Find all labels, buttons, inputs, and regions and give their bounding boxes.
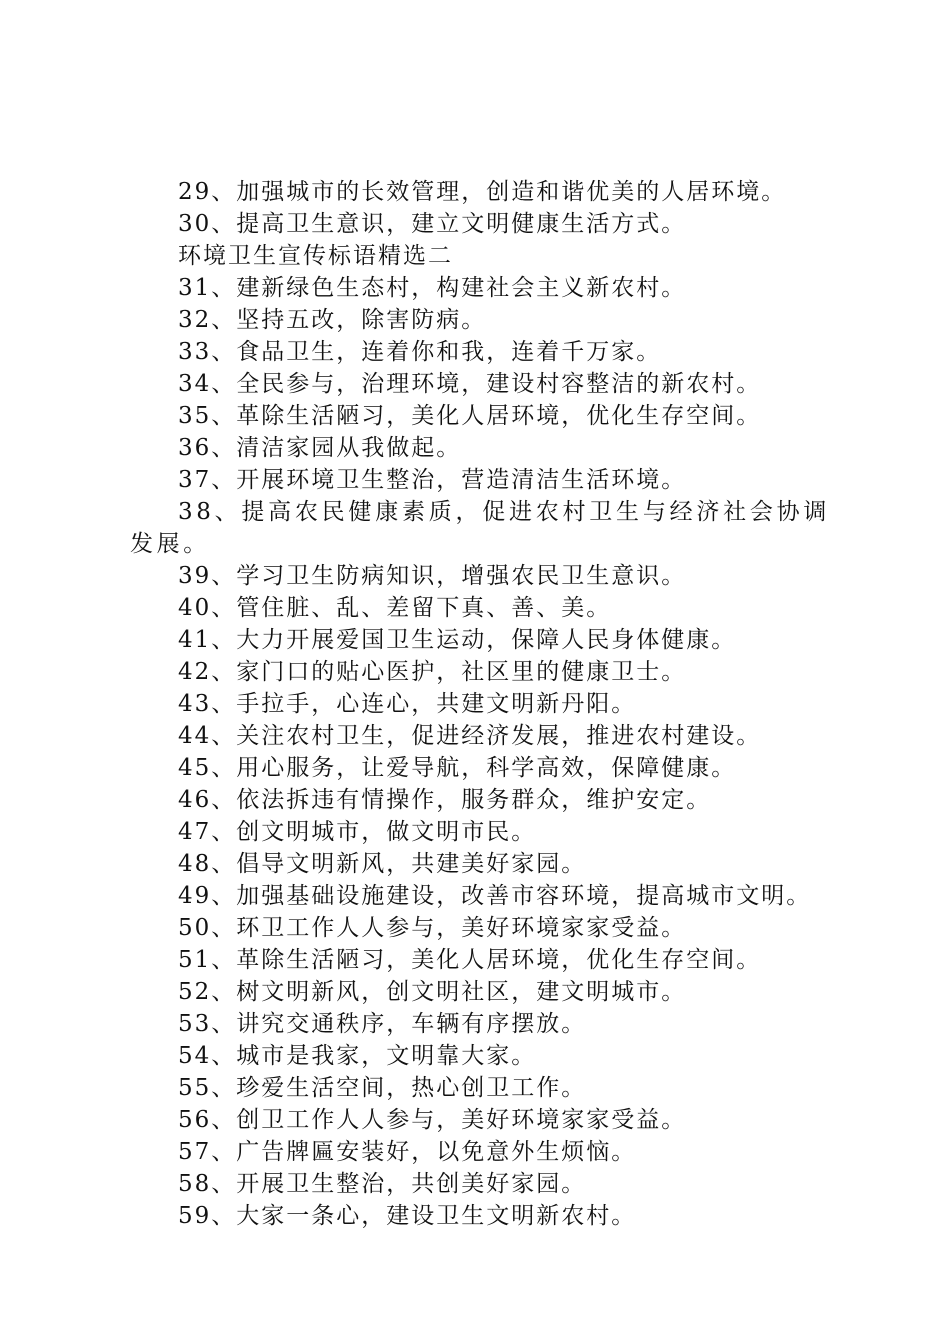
slogan-43: 43、手拉手，心连心，共建文明新丹阳。 <box>178 691 637 717</box>
slogan-49: 49、加强基础设施建设，改善市容环境，提高城市文明。 <box>178 883 812 909</box>
slogan-37: 37、开展环境卫生整治，营造清洁生活环境。 <box>178 467 687 493</box>
document-body <box>130 176 830 1232</box>
slogan-44: 44、关注农村卫生，促进经济发展，推进农村建设。 <box>178 723 762 749</box>
slogan-40: 40、管住脏、乱、差留下真、善、美。 <box>178 595 612 621</box>
slogan-30: 30、提高卫生意识，建立文明健康生活方式。 <box>178 211 687 237</box>
slogan-48: 48、倡导文明新风，共建美好家园。 <box>178 851 587 877</box>
slogan-47: 47、创文明城市，做文明市民。 <box>178 819 537 845</box>
slogan-57: 57、广告牌匾安装好，以免意外生烦恼。 <box>178 1139 637 1165</box>
slogan-32: 32、坚持五改，除害防病。 <box>178 307 487 333</box>
slogan-50: 50、环卫工作人人参与，美好环境家家受益。 <box>178 915 687 941</box>
slogan-33: 33、食品卫生，连着你和我，连着千万家。 <box>178 339 662 365</box>
slogan-31: 31、建新绿色生态村，构建社会主义新农村。 <box>178 275 687 301</box>
slogan-36: 36、清洁家园从我做起。 <box>178 435 462 461</box>
slogan-55: 55、珍爱生活空间，热心创卫工作。 <box>178 1075 587 1101</box>
slogan-52: 52、树文明新风，创文明社区，建文明城市。 <box>178 979 687 1005</box>
slogan-45: 45、用心服务，让爱导航，科学高效，保障健康。 <box>178 755 737 781</box>
slogan-29: 29、加强城市的长效管理，创造和谐优美的人居环境。 <box>178 179 787 205</box>
slogan-42: 42、家门口的贴心医护，社区里的健康卫士。 <box>178 659 687 685</box>
section-heading: 环境卫生宣传标语精选二 <box>178 243 453 269</box>
slogan-35: 35、革除生活陋习，美化人居环境，优化生存空间。 <box>178 403 762 429</box>
slogan-51: 51、革除生活陋习，美化人居环境，优化生存空间。 <box>178 947 762 973</box>
slogan-34: 34、全民参与，治理环境，建设村容整洁的新农村。 <box>178 371 762 397</box>
slogan-53: 53、讲究交通秩序，车辆有序摆放。 <box>178 1011 587 1037</box>
slogan-54: 54、城市是我家，文明靠大家。 <box>178 1043 537 1069</box>
slogan-56: 56、创卫工作人人参与，美好环境家家受益。 <box>178 1107 687 1133</box>
slogan-46: 46、依法拆违有情操作，服务群众，维护安定。 <box>178 787 712 813</box>
slogan-38: 38、提高农民健康素质，促进农村卫生与经济社会协调发展。 <box>130 499 830 557</box>
slogan-58: 58、开展卫生整治，共创美好家园。 <box>178 1171 587 1197</box>
slogan-41: 41、大力开展爱国卫生运动，保障人民身体健康。 <box>178 627 737 653</box>
slogan-39: 39、学习卫生防病知识，增强农民卫生意识。 <box>178 563 687 589</box>
slogan-59: 59、大家一条心，建设卫生文明新农村。 <box>178 1203 637 1229</box>
